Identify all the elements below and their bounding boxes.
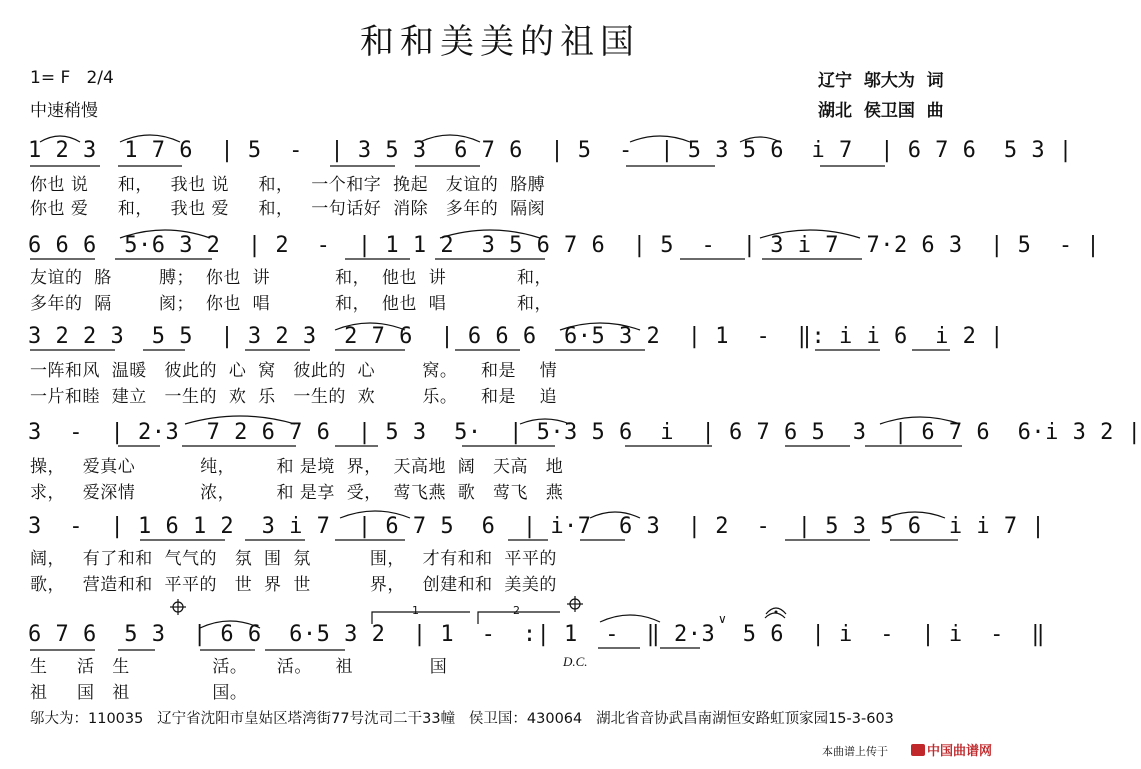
notation-line: 6 6 6 5·6 3 2 | 2 - | 1 1 2 3 5 6 7 6 | 5 - | 3 i 7 7·2 6 3 | 5 - |	[28, 233, 1101, 258]
lyric-verse-1: 阔， 有了和和 气气的 氛 围 氛 围， 才有和和 平平的	[30, 549, 557, 569]
lyricist-credit: 辽宁 邬大为 词	[818, 71, 944, 91]
lyric-verse-2: 多年的 隔 阂； 你也 唱 和， 他也 唱 和，	[30, 294, 553, 314]
notation-line: 3 - | 2·3 7 2 6 7 6 | 5 3 5· | 5·3 5 6 i | 6 7 6 5 3 | 6 7 6 6·i 3 2 |	[28, 420, 1141, 445]
notation-line: 6 7 6 5 3 | 6 6 6·5 3 2 | 1 - :| 1 - ‖ 2·3 5 6 | i - | i - ‖	[28, 622, 1046, 647]
da-capo-mark: D.C.	[563, 654, 588, 669]
contact-footer: 邬大为：110035 辽宁省沈阳市皇姑区塔湾街77号沈司二干33幢 侯卫国：430064 湖北省音协武昌南湖恒安路虹顶家园15-3-603	[30, 711, 894, 727]
upload-note: 本曲谱上传于	[822, 745, 888, 758]
key-signature: 1= F 2/4	[30, 68, 114, 88]
site-logo[interactable]	[911, 740, 992, 759]
logo-text: 中国曲谱网	[926, 744, 992, 759]
lyric-verse-2: 祖 国 祖 国。	[30, 683, 248, 703]
notation-line: 3 - | 1 6 1 2 3 i 7 | 6 7 5 6 | i·7 6 3 | 2 - | 5 3 5 6 i i 7 |	[28, 514, 1046, 539]
lyric-verse-1: 一阵和风 温暖 彼此的 心 窝 彼此的 心 窝。 和是 情	[30, 361, 558, 381]
tempo-marking: 中速稍慢	[30, 101, 98, 121]
score-title: 和和美美的祖国	[360, 22, 640, 62]
lyric-verse-1: 操， 爱真心 纯， 和 是境 界， 天高地 阔 天高 地	[30, 457, 564, 477]
volta-2-label: 2	[513, 604, 520, 617]
notation-line: 1 2 3 1 7 6 | 5 - | 3 5 3 6 7 6 | 5 - | 5 3 5 6 i 7 | 6 7 6 5 3 |	[28, 138, 1073, 163]
lyric-verse-1: 你也 说 和， 我也 说 和， 一个和字 挽起 友谊的 胳膊	[30, 175, 546, 195]
composer-credit: 湖北 侯卫国 曲	[818, 101, 944, 121]
lyric-verse-1: 生 活 生 活。 活。 祖 国	[30, 657, 448, 677]
notation-line: 3 2 2 3 5 5 | 3 2 3 2 7 6 | 6 6 6 6·5 3 2 | 1 - ‖: i i 6 i 2 |	[28, 324, 1004, 349]
volta-1-label: 1	[412, 604, 419, 617]
lyric-verse-1: 友谊的 胳 膊； 你也 讲 和， 他也 讲 和，	[30, 268, 553, 288]
lyric-verse-2: 你也 爱 和， 我也 爱 和， 一句话好 消除 多年的 隔阂	[30, 199, 546, 219]
lyric-verse-2: 求， 爱深情 浓， 和 是享 受， 莺飞燕 歌 莺飞 燕	[30, 483, 564, 503]
lyric-verse-2: 一片和睦 建立 一生的 欢 乐 一生的 欢 乐。 和是 追	[30, 387, 558, 407]
breath-mark: ∨	[718, 612, 727, 626]
lyric-verse-2: 歌， 营造和和 平平的 世 界 世 界， 创建和和 美美的	[30, 575, 557, 595]
logo-icon	[911, 744, 925, 756]
